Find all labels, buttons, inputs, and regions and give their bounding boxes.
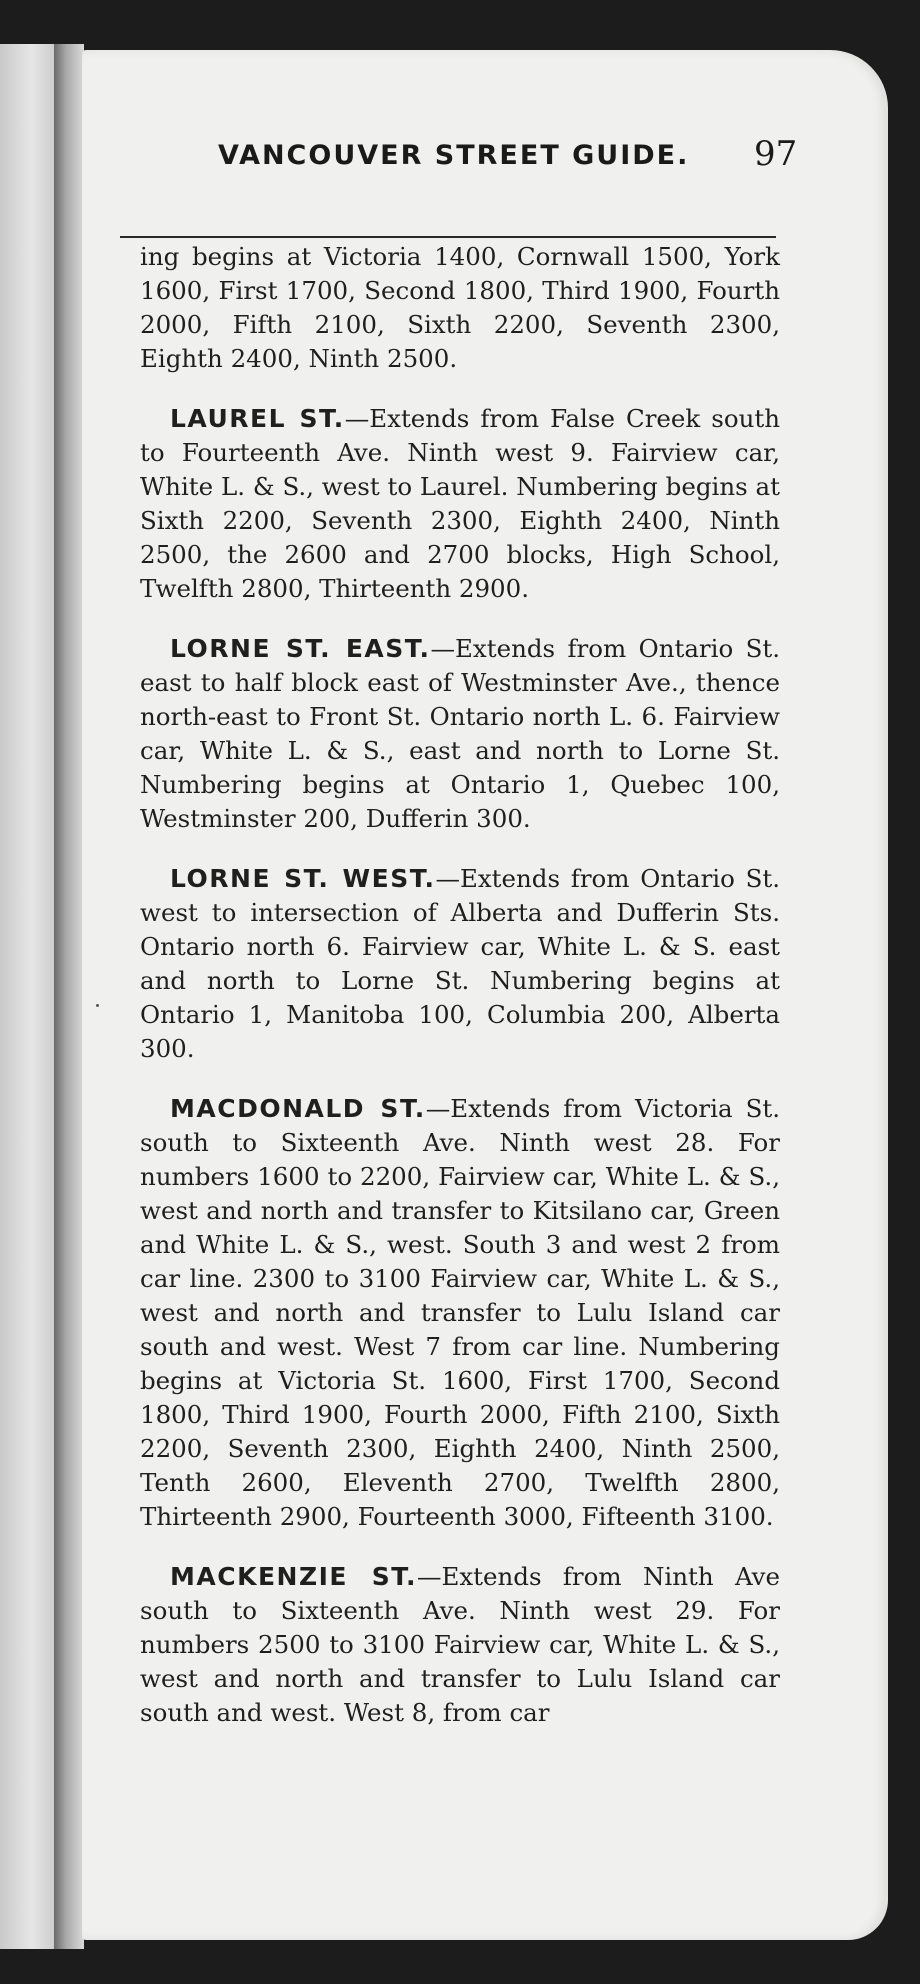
entry-continued <box>140 240 780 376</box>
entry-lorne-st-west <box>140 862 780 1066</box>
entry-head: LORNE ST. EAST. <box>170 634 431 663</box>
entry-body: —Extends from Ninth Ave south to Sixteenth Ave. Ninth west 29. For numbers 2500 to 3100 Fairview car, White L. & S., west and north and transfer to Lulu Island car south and west. West 8, from car <box>140 1562 780 1727</box>
book-spine <box>54 44 84 1949</box>
header-rule <box>120 236 776 238</box>
entry-body: ing begins at Victoria 1400, Cornwall 1500, York 1600, First 1700, Second 1800, Third 1900, Fourth 2000, Fifth 2100, Sixth 2200, Seventh 2300, Eighth 2400, Ninth 2500. <box>140 242 780 373</box>
guide-text <box>140 240 780 1756</box>
entry-body: —Extends from Ontario St. east to half block east of Westminster Ave., thence north-east to Front St. Ontario north L. 6. Fairview car, White L. & S., east and north to Lorne St. Numbering begins at Ontario 1, Quebec 100, Westminster 200, Dufferin 300. <box>140 634 780 833</box>
entry-body: —Extends from False Creek south to Fourteenth Ave. Ninth west 9. Fairview car, White L. & S., west to Laurel. Numbering begins at Sixth 2200, Seventh 2300, Eighth 2400, Ninth 2500, the 2600 and 2700 blocks, High School, Twelfth 2800, Thirteenth 2900. <box>140 404 780 603</box>
entry-body: —Extends from Ontario St. west to intersection of Alberta and Dufferin Sts. Ontario north 6. Fairview car, White L. & S. east and north to Lorne St. Numbering begins at Ontario 1, Manitoba 100, Columbia 200, Alberta 300. <box>140 864 780 1063</box>
entry-macdonald-st <box>140 1092 780 1534</box>
entry-body: —Extends from Victoria St. south to Sixteenth Ave. Ninth west 28. For numbers 1600 to 2200, Fairview car, White L. & S., west and north and transfer to Kitsilano car, Green and White L. & S., west. South 3 and west 2 from car line. 2300 to 3100 Fairview car, White L. & S., west and north and transfer to Lulu Island car south and west. West 7 from car line. Numbering begins at Victoria St. 1600, First 1700, Second 1800, Third 1900, Fourth 2000, Fifth 2100, Sixth 2200, Seventh 2300, Eighth 2400, Ninth 2500, Tenth 2600, Eleventh 2700, Twelfth 2800, Thirteenth 2900, Fourteenth 3000, Fifteenth 3100. <box>140 1094 780 1531</box>
running-title: VANCOUVER STREET GUIDE. <box>218 140 690 171</box>
page-number: 97 <box>754 134 798 174</box>
entry-head: MACDONALD ST. <box>170 1094 426 1123</box>
entry-head: LORNE ST. WEST. <box>170 864 436 893</box>
entry-laurel-st <box>140 402 780 606</box>
entry-mackenzie-st <box>140 1560 780 1730</box>
running-header <box>90 118 798 188</box>
scan-speck <box>96 1004 99 1007</box>
entry-head: LAUREL ST. <box>170 404 345 433</box>
entry-lorne-st-east <box>140 632 780 836</box>
entry-head: MACKENZIE ST. <box>170 1562 417 1591</box>
